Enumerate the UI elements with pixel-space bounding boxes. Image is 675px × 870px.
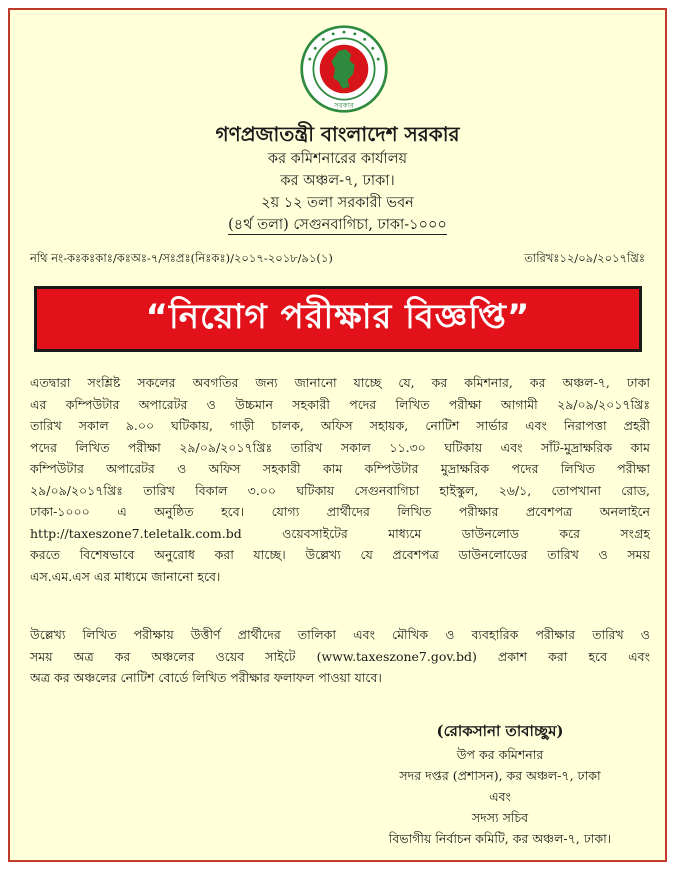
paragraph-line: তারিখ সকাল ৯.০০ ঘটিকায়, গাড়ী চালক, অফিস সহায়ক, নোটিশ সার্ভার এবং নিরাপত্তা প্রহরী (30, 418, 650, 433)
signatory-and: এবং (489, 789, 511, 804)
notice-paragraph-1 (30, 372, 650, 587)
paragraph-line: পদের লিখিত পরীক্ষা ২৯/০৯/২০১৭খ্রিঃ তারিখ সকাল ১১.৩০ ঘটিকায় এবং সাঁট-মুদ্রাক্ষরিক কাম (30, 439, 650, 455)
signatory-department: সদর দপ্তর (প্রশাসন), কর অঞ্চল-৭, ঢাকা (399, 768, 601, 783)
paragraph-line: কম্পিউটার অপারেটর ও অফিস সহকারী কাম কম্পিউটার মুদ্রাক্ষরিক পদের লিখিত পরীক্ষা (30, 461, 650, 476)
office-address: (৪র্থ তলা) সেগুনবাগিচা, ঢাকা-১০০০ (228, 217, 447, 233)
government-seal-icon (299, 24, 389, 114)
notice-title: “নিয়োগ পরীক্ষার বিজ্ঞপ্তি” (145, 296, 531, 337)
office-name: কর কমিশনারের কার্যালয় (267, 151, 408, 167)
paragraph-line: ২৯/০৯/২০১৭খ্রিঃ তারিখ বিকাল ৩.০০ ঘটিকায় সেগুনবাগিচা হাইস্কুল, ২৬/১, তোপখানা রোড, (30, 482, 650, 498)
paragraph-line: অত্র কর অঞ্চলের নোটিশ বোর্ডে লিখিত পরীক্ষার ফলাফল পাওয়া যাবে। (30, 670, 382, 685)
notice-page (8, 8, 667, 862)
building-name: ২য় ১২ তলা সরকারী ভবন (261, 195, 414, 211)
paragraph-line: করতে বিশেষভাবে অনুরোধ করা যাচ্ছে। উল্লেখ্য যে প্রবেশপত্র ডাউনলোডের তারিখ ও সময় (30, 547, 650, 562)
paragraph-line: এস.এম.এস এর মাধ্যমে জানানো হবে। (30, 568, 221, 584)
paragraph-line-url: http://taxeszone7.teletalk.com.bd ওয়েবসাইটের মাধ্যমে ডাউনলোড করে সংগ্রহ (30, 525, 650, 541)
paragraph-line: ঢাকা-১০০০ এ অনুষ্ঠিত হবে। যোগ্য প্রার্থীদের লিখিত পরীক্ষার প্রবেশপত্র অনলাইনে (30, 504, 650, 519)
government-title: গণপ্রজাতন্ত্রী বাংলাদেশ সরকার (215, 122, 460, 146)
tax-zone: কর অঞ্চল-৭, ঢাকা। (280, 173, 395, 189)
reference-line (30, 250, 645, 269)
signature-block (340, 718, 660, 849)
paragraph-line-url: সময় অত্র কর অঞ্চলের ওয়েব সাইটে (www.taxeszone7.gov.bd) প্রকাশ করা হবে এবং (30, 648, 650, 664)
signatory-role: সদস্য সচিব (471, 810, 529, 825)
notice-date: তারিখঃ১২/০৯/২০১৭খ্রিঃ (524, 251, 645, 265)
signatory-name: (রোকসানা তাবাচ্ছুম) (436, 722, 564, 740)
memo-number: নথি নং-কঃকঃকাঃ/কঃঅঃ-৭/সঃপ্রঃ(নিঃকঃ)/২০১৭-২০১৮/৯১(১) (30, 251, 333, 265)
paragraph-line: এর কম্পিউটার অপারেটর ও উচ্চমান সহকারী পদের লিখিত পরীক্ষা আগামী ২৯/০৯/২০১৭খ্রিঃ (30, 396, 650, 412)
signatory-committee: বিভাগীয় নির্বাচন কমিটি, কর অঞ্চল-৭, ঢাকা। (388, 831, 612, 846)
notice-paragraph-2 (30, 624, 650, 689)
notice-banner (34, 286, 642, 352)
paragraph-line: উল্লেখ্য লিখিত পরীক্ষায় উত্তীর্ণ প্রার্থীদের তালিকা এবং মৌখিক ও ব্যবহারিক পরীক্ষার তারিখ ও (30, 627, 650, 642)
svg-text:সরকার: সরকার (334, 100, 354, 110)
signatory-designation: উপ কর কমিশনার (456, 747, 544, 762)
paragraph-line: এতদ্বারা সংশ্লিষ্ট সকলের অবগতির জন্য জানানো যাচ্ছে যে, কর কমিশনার, কর অঞ্চল-৭, ঢাকা (30, 375, 650, 390)
